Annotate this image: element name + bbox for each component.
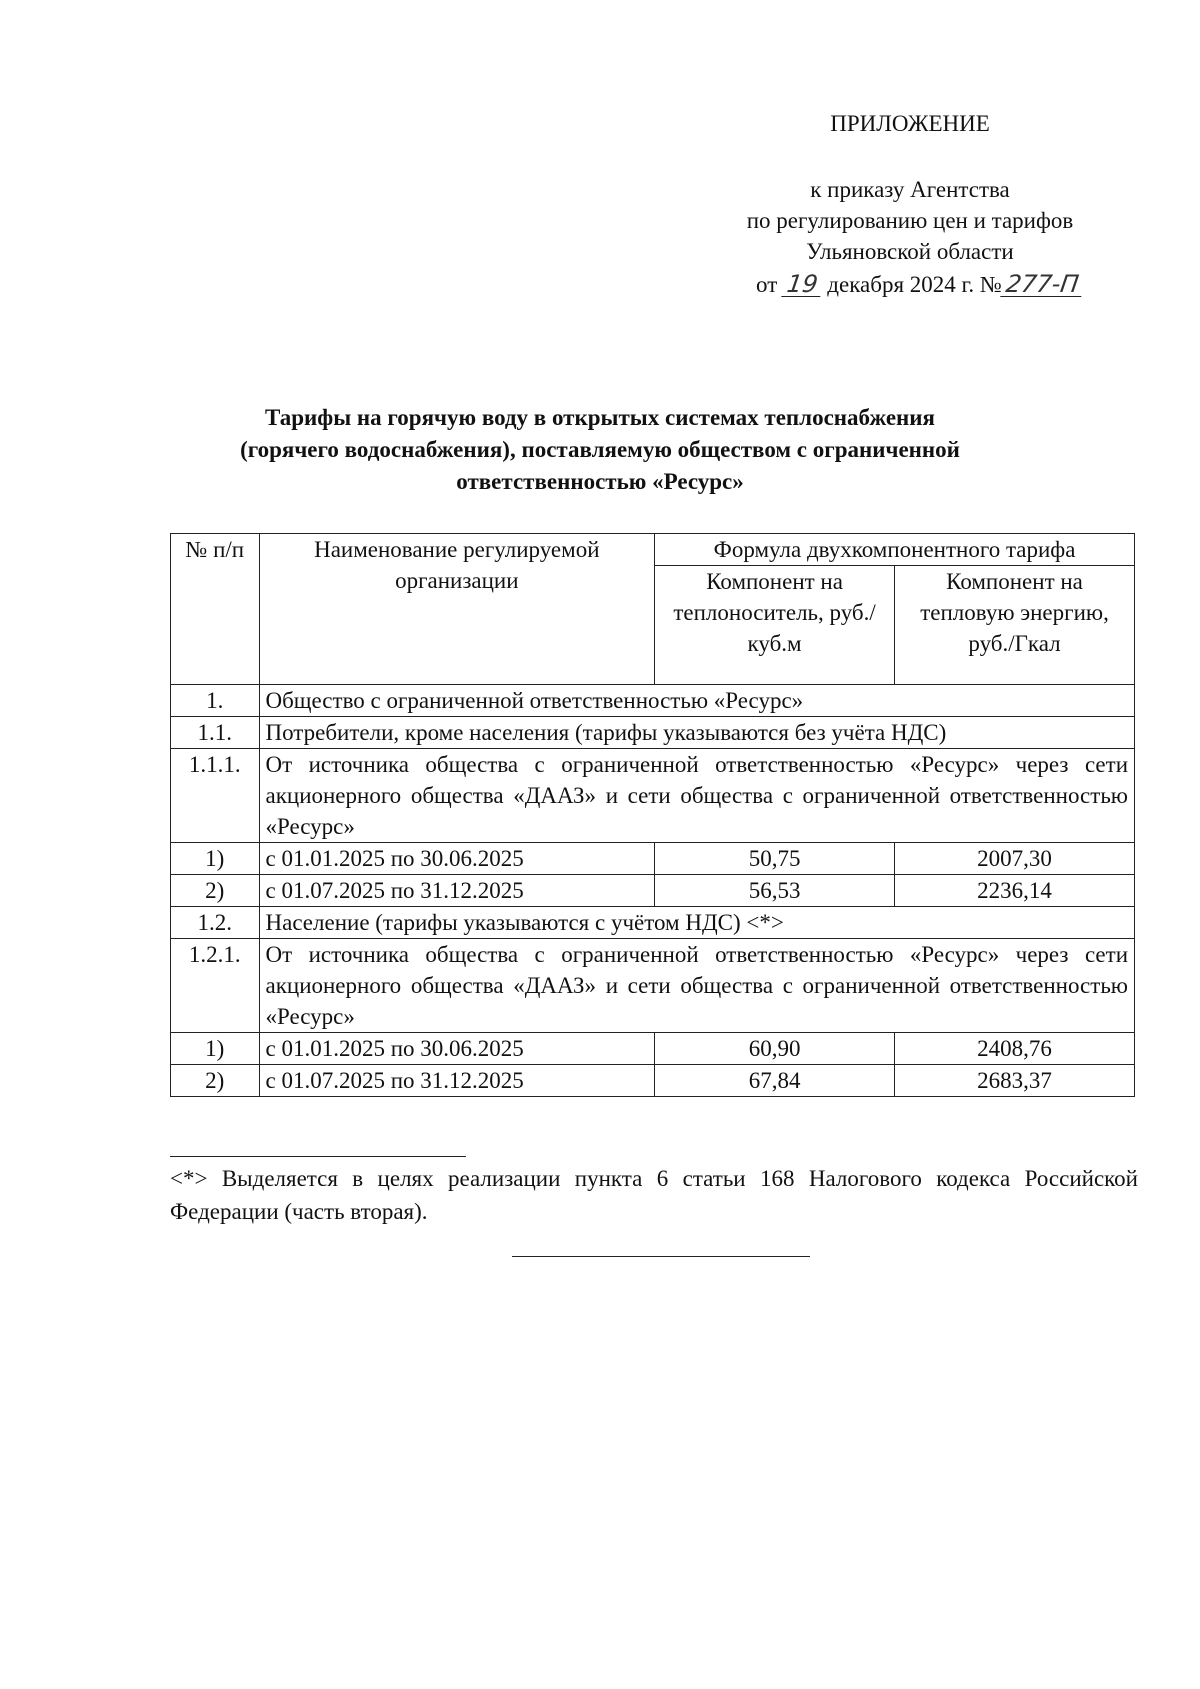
row-period: с 01.07.2025 по 31.12.2025: [259, 875, 655, 907]
row-component-coolant: 56,53: [655, 875, 895, 907]
table-row: [171, 939, 1135, 1033]
header-org-name: Наименование регулируемой организации: [259, 534, 655, 685]
row-text: Общество с ограниченной ответственностью «Ресурс»: [259, 685, 1135, 717]
row-component-coolant: 67,84: [655, 1065, 895, 1097]
row-text: От источника общества с ограниченной ответственностью «Ресурс» через сети акционерного общества «ДААЗ» и сети общества с ограниченной ответственностью «Ресурс»: [259, 939, 1135, 1033]
table-row: [171, 907, 1135, 939]
row-component-heat: 2236,14: [895, 875, 1135, 907]
table-row: [171, 1065, 1135, 1097]
row-num: 1): [171, 843, 260, 875]
row-num: 2): [171, 875, 260, 907]
table-row: [171, 717, 1135, 749]
row-num: 1.: [171, 685, 260, 717]
order-date-line: [700, 269, 1120, 300]
row-num: 1.1.1.: [171, 749, 260, 843]
title-line-1: Тарифы на горячую воду в открытых системах теплоснабжения: [264, 405, 935, 430]
row-component-heat: 2683,37: [895, 1065, 1135, 1097]
row-num: 1): [171, 1033, 260, 1065]
agency-name: по регулированию цен и тарифов: [746, 208, 1074, 233]
end-of-document-line: [512, 1256, 810, 1257]
footnote-text: <*> Выделяется в целях реализации пункта 6 статьи 168 Налогового кодекса Российской Федерации (часть вторая).: [170, 1166, 1138, 1224]
table-header-row: [171, 534, 1135, 566]
row-text: Потребители, кроме населения (тарифы указываются без учёта НДС): [259, 717, 1135, 749]
region-name: Ульяновской области: [806, 239, 1014, 264]
title-line-2: (горячего водоснабжения), поставляемую обществом с ограниченной: [240, 437, 960, 462]
row-num: 1.2.1.: [171, 939, 260, 1033]
tariff-table: [170, 533, 1135, 1097]
row-num: 1.2.: [171, 907, 260, 939]
row-period: с 01.01.2025 по 30.06.2025: [259, 843, 655, 875]
header-component-coolant: Компонент на теплоноситель, руб./куб.м: [655, 566, 895, 685]
table-row: [171, 875, 1135, 907]
row-period: с 01.01.2025 по 30.06.2025: [259, 1033, 655, 1065]
handwritten-day: 19: [781, 272, 823, 297]
title-line-3: ответственностью «Ресурс»: [456, 469, 744, 494]
appendix-label: ПРИЛОЖЕНИЕ: [830, 111, 990, 136]
row-component-heat: 2007,30: [895, 843, 1135, 875]
header-num: № п/п: [171, 534, 260, 685]
row-num: 2): [171, 1065, 260, 1097]
table-row: [171, 685, 1135, 717]
row-component-coolant: 60,90: [655, 1033, 895, 1065]
table-row: [171, 843, 1135, 875]
order-reference: к приказу Агентства: [810, 177, 1010, 202]
footnote-separator: [170, 1156, 466, 1157]
row-period: с 01.07.2025 по 31.12.2025: [259, 1065, 655, 1097]
table-row: [171, 1033, 1135, 1065]
row-component-heat: 2408,76: [895, 1033, 1135, 1065]
document-title: [150, 402, 1050, 498]
row-component-coolant: 50,75: [655, 843, 895, 875]
table-row: [171, 749, 1135, 843]
row-text: Население (тарифы указываются с учётом НДС) <*>: [259, 907, 1135, 939]
date-prefix: от: [756, 272, 778, 297]
row-num: 1.1.: [171, 717, 260, 749]
row-text: От источника общества с ограниченной ответственностью «Ресурс» через сети акционерного общества «ДААЗ» и сети общества с ограниченной ответственностью «Ресурс»: [259, 749, 1135, 843]
header-formula: Формула двухкомпонентного тарифа: [655, 534, 1135, 566]
date-rest: декабря 2024 г. №: [827, 272, 1002, 297]
handwritten-order-number: 277-П: [1000, 272, 1084, 297]
header-component-heat: Компонент на тепловую энергию, руб./Гкал: [895, 566, 1135, 685]
